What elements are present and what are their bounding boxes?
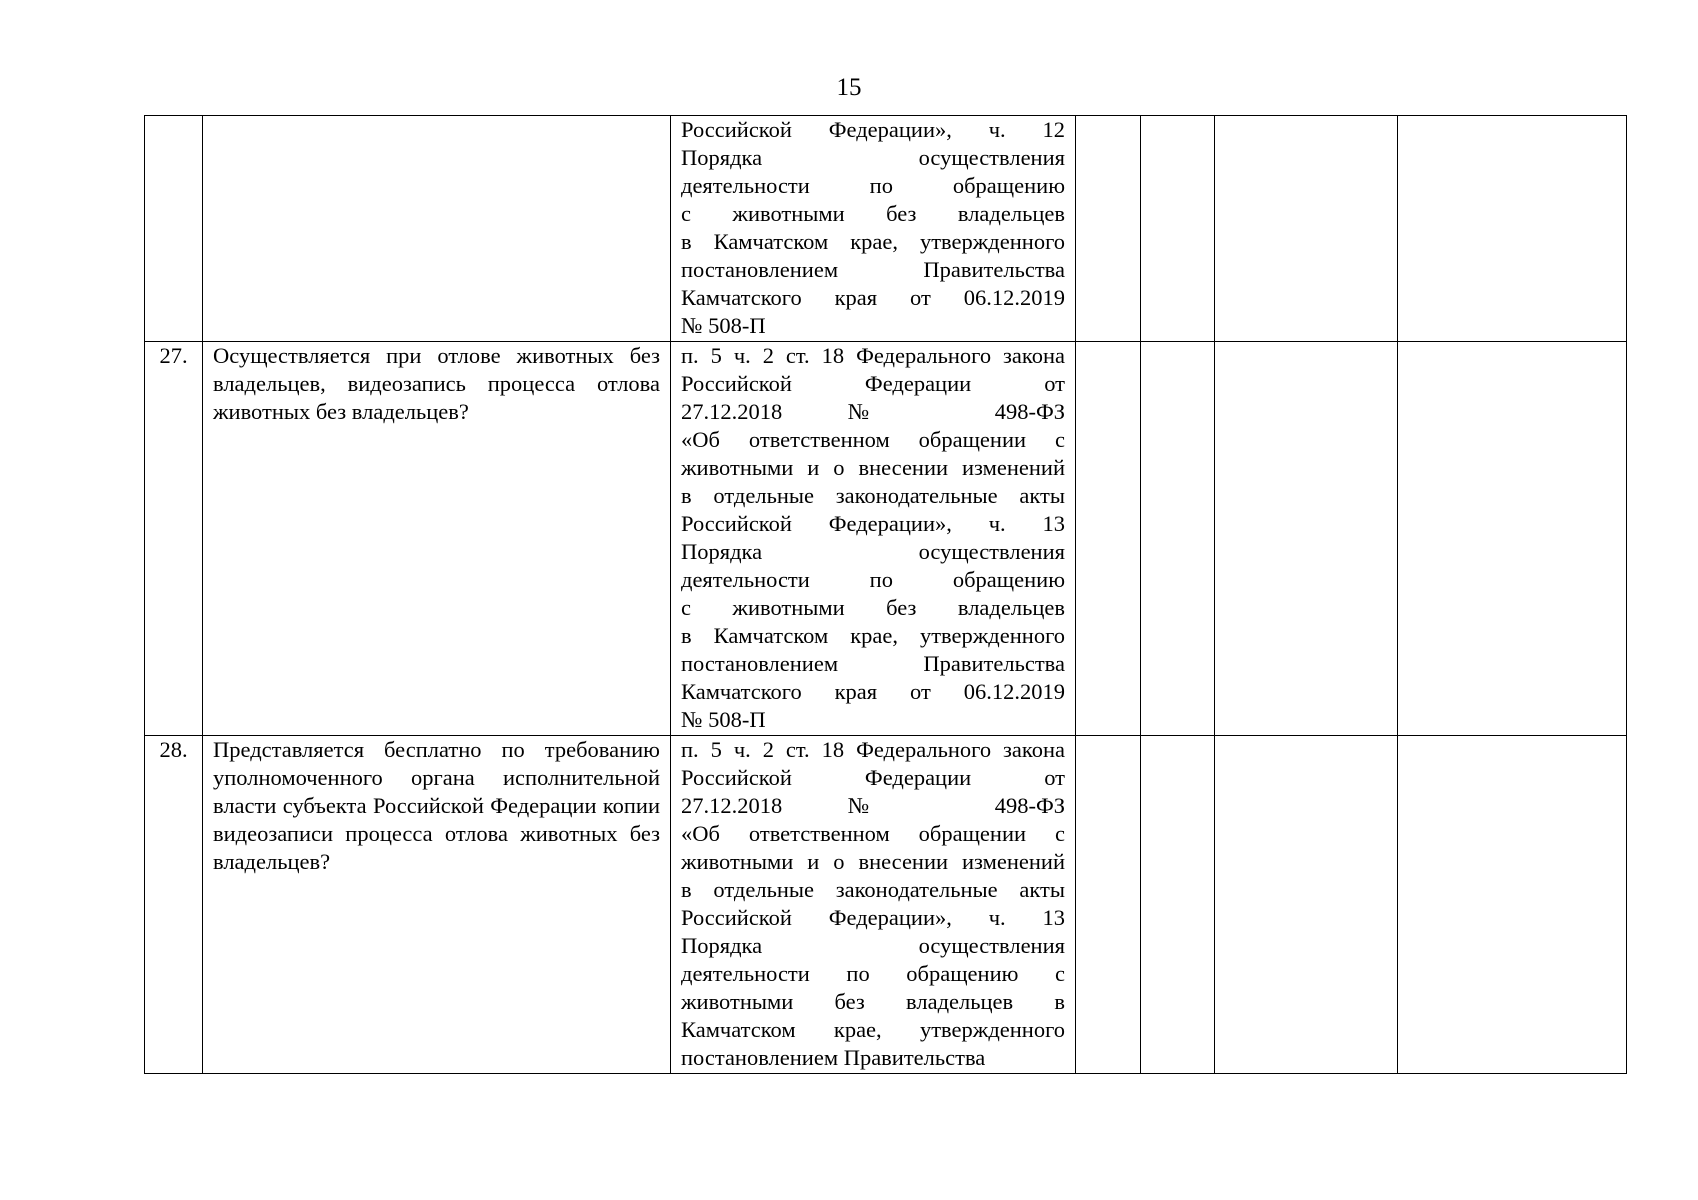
basis-line: Камчатском крае, утвержденного [681,1017,1065,1042]
basis-text [681,736,1065,1072]
basis-line: в Камчатском крае, утвержденного [681,229,1065,254]
row-number-cell [145,116,203,342]
basis-line: Российской Федерации от [681,371,1065,396]
basis-line: Российской Федерации», ч. 13 [681,905,1065,930]
basis-line: Российской Федерации», ч. 12 [681,117,1065,142]
basis-line: постановлением Правительства [681,1045,986,1070]
basis-line: в Камчатском крае, утвержденного [681,623,1065,648]
basis-line: в отдельные законодательные акты [681,483,1065,508]
basis-line: 27.12.2018 № 498-ФЗ [681,399,1065,424]
basis-line: «Об ответственном обращении с [681,821,1065,846]
basis-line: 27.12.2018 № 498-ФЗ [681,793,1065,818]
basis-line: с животными без владельцев [681,201,1065,226]
table-row [145,116,1627,342]
basis-cell [671,736,1076,1074]
answer-na-cell [1215,116,1398,342]
basis-line: животными и о внесении изменений [681,455,1065,480]
basis-line: постановлением Правительства [681,257,1065,282]
basis-cell [671,116,1076,342]
basis-line: п. 5 ч. 2 ст. 18 Федерального закона [681,737,1065,762]
basis-line: Российской Федерации от [681,765,1065,790]
basis-text [681,116,1065,340]
table-row [145,342,1627,736]
basis-line: «Об ответственном обращении с [681,427,1065,452]
basis-cell [671,342,1076,736]
answer-no-cell [1141,116,1215,342]
row-number-cell [145,342,203,736]
basis-line: Камчатского края от 06.12.2019 [681,285,1065,310]
notes-cell [1398,342,1627,736]
page-number: 15 [836,74,862,101]
row-number: 27. [159,343,188,368]
question-text: Осуществляется при отлове животных без владельцев, видеозапись процесса отлова животных без владельцев? [213,343,660,424]
basis-text [681,342,1065,734]
basis-line: деятельности по обращению [681,567,1065,592]
table-row [145,736,1627,1074]
answer-na-cell [1215,736,1398,1074]
basis-line: № 508-П [681,313,766,338]
basis-line: Камчатского края от 06.12.2019 [681,679,1065,704]
question-cell [203,736,671,1074]
answer-yes-cell [1076,116,1141,342]
answer-yes-cell [1076,342,1141,736]
question-text: Представляется бесплатно по требованию уполномоченного органа исполнительной власти субъекта Российской Федерации копии видеозаписи процесса отлова животных без владельцев? [213,737,660,874]
question-cell [203,116,671,342]
notes-cell [1398,736,1627,1074]
basis-line: деятельности по обращению с [681,961,1065,986]
question-cell [203,342,671,736]
table-body [145,116,1627,1074]
basis-line: в отдельные законодательные акты [681,877,1065,902]
basis-line: животными и о внесении изменений [681,849,1065,874]
basis-line: постановлением Правительства [681,651,1065,676]
basis-line: Порядка осуществления [681,539,1065,564]
basis-line: деятельности по обращению [681,173,1065,198]
basis-line: Российской Федерации», ч. 13 [681,511,1065,536]
answer-na-cell [1215,342,1398,736]
answer-yes-cell [1076,736,1141,1074]
row-number-cell [145,736,203,1074]
answer-no-cell [1141,342,1215,736]
row-number: 28. [159,737,188,762]
basis-line: № 508-П [681,707,766,732]
basis-line: с животными без владельцев [681,595,1065,620]
basis-line: Порядка осуществления [681,145,1065,170]
checklist-table [144,115,1627,1074]
basis-line: Порядка осуществления [681,933,1065,958]
notes-cell [1398,116,1627,342]
basis-line: п. 5 ч. 2 ст. 18 Федерального закона [681,343,1065,368]
answer-no-cell [1141,736,1215,1074]
basis-line: животными без владельцев в [681,989,1065,1014]
